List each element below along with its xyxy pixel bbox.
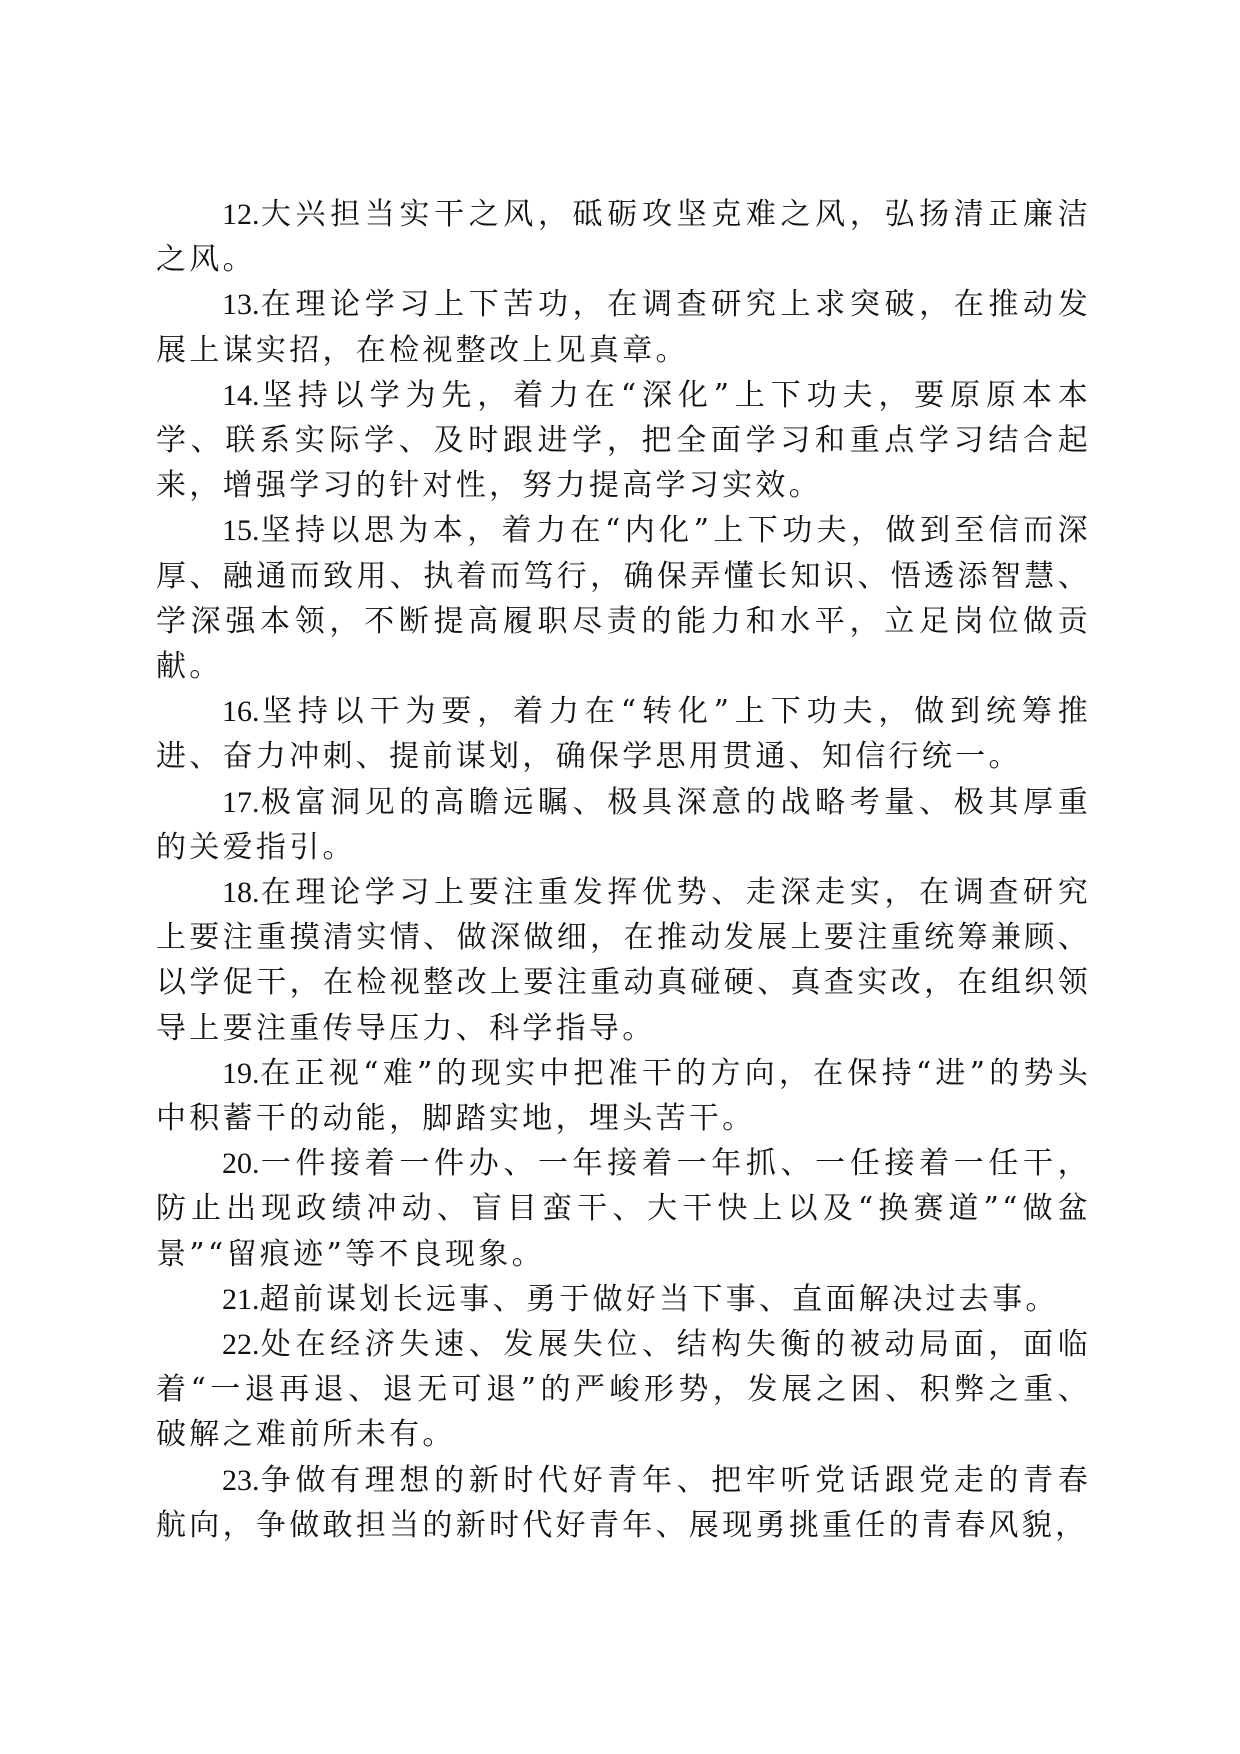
paragraph-12	[156, 192, 1091, 282]
item-number: 20.	[222, 1147, 260, 1181]
item-number: 16.	[222, 695, 260, 729]
paragraph-22	[156, 1322, 1091, 1458]
paragraph-text: 坚持以干为要，着力在“转化”上下功夫，做到统筹推进、奋力冲刺、提前谋划，确保学思用贯通、知信行统一。	[156, 694, 1091, 775]
paragraph-21	[156, 1277, 1091, 1322]
paragraph-text: 一件接着一件办、一年接着一年抓、一任接着一任干，防止出现政绩冲动、盲目蛮干、大干快上以及“换赛道”“做盆景”“留痕迹”等不良现象。	[156, 1146, 1091, 1272]
paragraph-15	[156, 508, 1091, 689]
paragraph-19	[156, 1051, 1091, 1141]
paragraph-text: 极富洞见的高瞻远瞩、极具深意的战略考量、极其厚重的关爱指引。	[156, 784, 1091, 865]
paragraph-text: 坚持以思为本，着力在“内化”上下功夫，做到至信而深厚、融通而致用、执着而笃行，确保弄懂长知识、悟透添智慧、学深强本领，不断提高履职尽责的能力和水平，立足岗位做贡献。	[156, 513, 1091, 685]
item-number: 12.	[222, 198, 260, 231]
paragraph-text: 在理论学习上下苦功，在调查研究上求突破，在推动发展上谋实招，在检视整改上见真章。	[156, 287, 1091, 368]
paragraph-text: 在正视“难”的现实中把准干的方向，在保持“进”的势头中积蓄干的动能，脚踏实地，埋头苦干。	[156, 1055, 1091, 1137]
paragraph-13	[156, 282, 1091, 372]
paragraph-text: 争做有理想的新时代好青年、把牢听党话跟党走的青春航向，争做敢担当的新时代好青年、展现勇挑重任的青春风貌，	[156, 1462, 1091, 1543]
item-number: 22.	[222, 1328, 260, 1362]
item-number: 14.	[222, 378, 260, 412]
paragraph-text: 坚持以学为先，着力在“深化”上下功夫，要原原本本学、联系实际学、及时跟进学，把全面学习和重点学习结合起来，增强学习的针对性，努力提高学习实效。	[156, 377, 1091, 504]
item-number: 18.	[222, 876, 260, 910]
item-number: 21.	[222, 1282, 260, 1316]
paragraph-18	[156, 870, 1091, 1051]
item-number: 17.	[222, 785, 260, 819]
paragraph-20	[156, 1141, 1091, 1277]
document-body	[156, 192, 1091, 1548]
item-number: 19.	[222, 1056, 260, 1090]
item-number: 23.	[222, 1463, 260, 1497]
item-number: 15.	[222, 514, 260, 548]
paragraph-text: 处在经济失速、发展失位、结构失衡的被动局面，面临着“一退再退、退无可退”的严峻形势，发展之困、积弊之重、破解之难前所未有。	[156, 1327, 1091, 1453]
paragraph-text: 在理论学习上要注重发挥优势、走深走实，在调查研究上要注重摸清实情、做深做细，在推动发展上要注重统筹兼顾、以学促干，在检视整改上要注重动真碰硬、真查实改，在组织领导上要注重传导压力、科学指导。	[156, 875, 1091, 1046]
paragraph-23	[156, 1458, 1091, 1548]
item-number: 13.	[222, 288, 260, 322]
paragraph-16	[156, 689, 1091, 779]
paragraph-text: 超前谋划长远事、勇于做好当下事、直面解决过去事。	[259, 1281, 1059, 1317]
paragraph-14	[156, 373, 1091, 509]
paragraph-17	[156, 780, 1091, 870]
paragraph-text: 大兴担当实干之风，砥砺攻坚克难之风，弘扬清正廉洁之风。	[156, 197, 1091, 278]
